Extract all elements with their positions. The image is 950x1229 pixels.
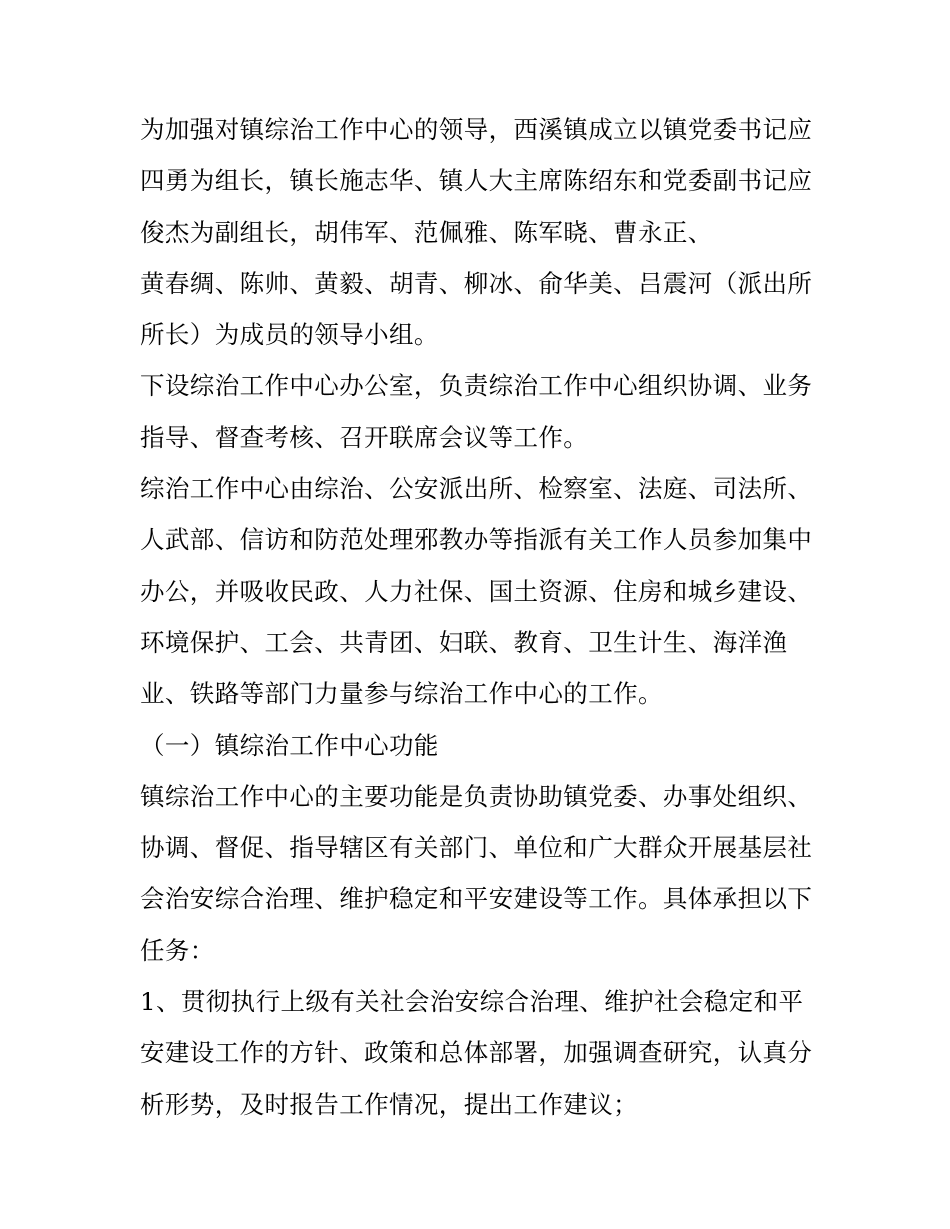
text-line-16: 会治安综合治理、维护稳定和平安建设等工作。具体承担以下 — [140, 884, 813, 914]
text-line-19: 安建设工作的方针、政策和总体部署，加强调查研究，认真分 — [140, 1038, 813, 1068]
text-line-20: 析形势，及时报告工作情况，提出工作建议； — [140, 1089, 638, 1119]
text-line-15: 协调、督促、指导辖区有关部门、单位和广大群众开展基层社 — [140, 833, 813, 863]
section-heading: （一）镇综治工作中心功能 — [140, 730, 439, 760]
text-line-4: 黄春绸、陈帅、黄毅、胡青、柳冰、俞华美、吕震河（派出所 — [140, 268, 813, 298]
text-line-17: 任务： — [140, 935, 215, 965]
text-line-10: 办公，并吸收民政、人力社保、国土资源、住房和城乡建设、 — [140, 576, 813, 606]
text-line-12: 业、铁路等部门力量参与综治工作中心的工作。 — [140, 679, 663, 709]
text-line-18: 1、贯彻执行上级有关社会治安综合治理、维护社会稳定和平 — [140, 987, 804, 1017]
text-line-2: 四勇为组长，镇长施志华、镇人大主席陈绍东和党委副书记应 — [140, 166, 813, 196]
text-line-7: 指导、督查考核、召开联席会议等工作。 — [140, 422, 589, 452]
text-line-1: 为加强对镇综治工作中心的领导，西溪镇成立以镇党委书记应 — [140, 115, 813, 144]
text-line-5: 所长）为成员的领导小组。 — [140, 320, 439, 350]
text-line-8: 综治工作中心由综治、公安派出所、检察室、法庭、司法所、 — [140, 474, 813, 504]
text-line-11: 环境保护、工会、共青团、妇联、教育、卫生计生、海洋渔 — [140, 627, 788, 657]
text-line-3: 俊杰为副组长，胡伟军、范佩雅、陈军晓、曹永正、 — [140, 217, 713, 247]
text-line-14: 镇综治工作中心的主要功能是负责协助镇党委、办事处组织、 — [140, 781, 813, 811]
text-line-9: 人武部、信访和防范处理邪教办等指派有关工作人员参加集中 — [140, 525, 813, 555]
document-body — [140, 104, 820, 1130]
text-line-6: 下设综治工作中心办公室，负责综治工作中心组织协调、业务 — [140, 371, 813, 401]
